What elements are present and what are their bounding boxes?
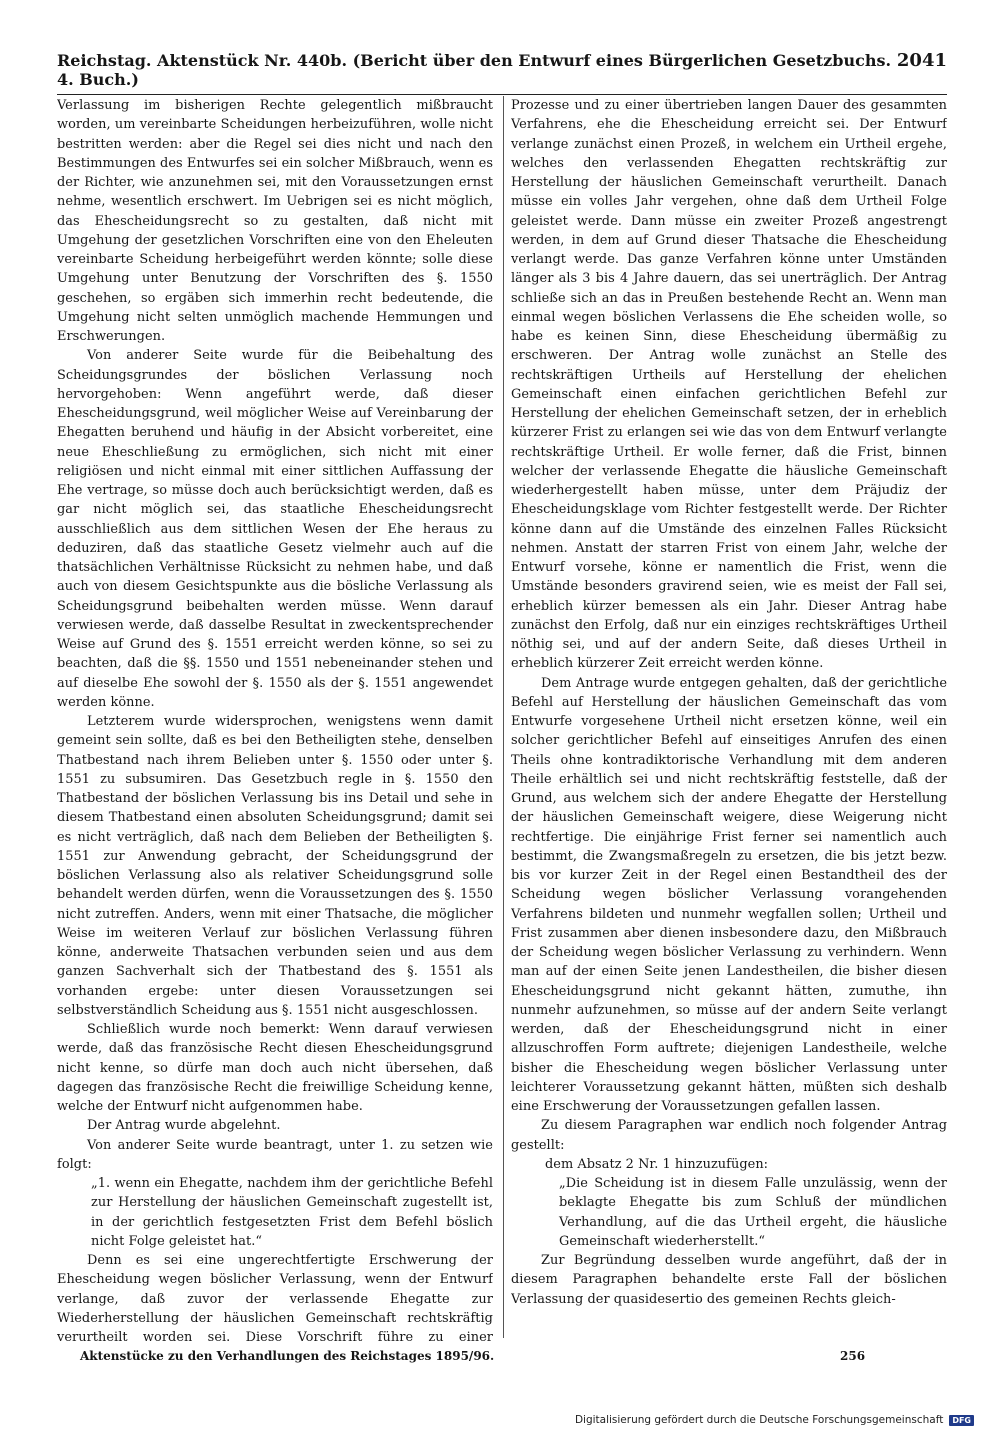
column-divider [503,96,504,1338]
paragraph: Zu diesem Paragraphen war endlich noch folgender Antrag gestellt: [511,1118,947,1153]
paragraph: Schließlich wurde noch bemerkt: Wenn darauf verwiesen werde, daß das französische Recht diesen Ehescheidungsgrund nicht kenne, so dürfe man doch auch nicht übersehen, daß dagegen das französische Recht die freiwillige Scheidung kenne, welche der Entwurf nicht aufgenommen habe. [57,1022,493,1114]
left-column [57,96,493,1346]
footer-source: Aktenstücke zu den Verhandlungen des Reichstages 1895/96. [80,1349,495,1363]
paragraph: „1. wenn ein Ehegatte, nachdem ihm der gerichtliche Befehl zur Herstellung der häuslichen Gemeinschaft zugestellt ist, in der gerichtlich festgesetzten Frist dem Befehl böslich nicht Folge geleistet hat.“ [91,1176,493,1249]
right-column [511,96,947,1346]
paragraph: Verlassung im bisherigen Rechte gelegentlich mißbraucht worden, um vereinbarte Scheidungen herbeizuführen, wolle nicht bestritten werden: aber die Regel sei dies nicht und nach den Bestimmungen des Entwurfes sei ein solcher Mißbrauch, wenn es der Richter, wie anzunehmen sei, mit den Voraussetzungen ernst nehme, wesentlich erschwert. Im Uebrigen sei es nicht möglich, das Ehescheidungsrecht so zu gestalten, daß nicht mit Umgehung der gesetzlichen Vorschriften eine von den Eheleuten vereinbarte Scheidung herbeigeführt werden könnte; solle diese Umgehung unter Benutzung der Vorschriften des §. 1550 geschehen, so ergäben sich immerhin recht bedeutende, die Umgehung nicht selten unmöglich machende Hemmungen und Erschwerungen. [57,98,493,344]
paragraph: Denn es sei eine ungerechtfertigte Erschwerung der Ehescheidung wegen böslicher Verlassung, wenn der Entwurf verlange, daß zuvor der verlassende Ehegatte zur Wiederherstellung der häuslichen Gemeinschaft rechtskräftig verurtheilt worden sei. Diese Vorschrift führe zu einer [57,1253,493,1345]
credit-text: Digitalisierung gefördert durch die Deutsche Forschungsgemeinschaft [574,1414,944,1426]
paragraph: Letzterem wurde widersprochen, wenigstens wenn damit gemeint sein sollte, daß es bei den Betheiligten stehe, denselben Thatbestand nach ihrem Belieben unter §. 1550 oder unter §. 1551 zu subsumiren. Das Gesetzbuch regle in §. 1550 den Thatbestand der böslichen Verlassung bis ins Detail und sehe in diesem Thatbestand einen absoluten Scheidungsgrund; damit sei es nicht verträglich, daß nach dem Belieben der Betheiligten §. 1551 zur Anwendung gebracht, der Scheidungsgrund der böslichen Verlassung also als relativer Scheidungsgrund solle behandelt werden dürfen, wenn die Voraussetzungen des §. 1550 nicht zutreffen. Anders, wenn mit einer Thatsache, die möglicher Weise im weiteren Verlauf zur böslichen Verlassung führen könne, anderweite Thatsachen verbunden seien und aus dem ganzen Sachverhalt sich der Thatbestand des §. 1551 als vorhanden ergebe: unter diesen Voraussetzungen sei selbstverständlich Scheidung aus §. 1551 nicht ausgeschlossen. [57,714,493,1018]
paragraph: Der Antrag wurde abgelehnt. [87,1118,281,1134]
paragraph: Zur Begründung desselben wurde angeführt, daß der in diesem Paragraphen behandelte erste Fall der böslichen Verlassung der quasidesertio des gemeinen Rechts gleich- [511,1253,947,1307]
paragraph: Prozesse und zu einer übertrieben langen Dauer des gesammten Verfahrens, ehe die Ehescheidung erreicht sei. Der Entwurf verlange zunächst einen Prozeß, in welchem ein Urtheil ergehe, welches den verlassenden Ehegatten rechtskräftig zur Herstellung der häuslichen Gemeinschaft verurtheilt. Danach müsse ein volles Jahr vergehen, ohne daß dem Urtheil Folge geleistet werde. Dann müsse ein zweiter Prozeß angestrengt werden, in dem auf Grund dieser Thatsache die Ehescheidung verlangt werde. Das ganze Verfahren könne unter Umständen länger als 3 bis 4 Jahre dauern, das sei unerträglich. Der Antrag schließe sich an das in Preußen bestehende Recht an. Wenn man einmal wegen böslichen Verlassens die Ehe scheiden wolle, so habe es keinen Sinn, diese Ehescheidung übermäßig zu erschweren. Der Antrag wolle zunächst an Stelle des rechtskräftigen Urtheils auf Herstellung der ehelichen Gemeinschaft einen einfachen gerichtlichen Befehl zur Herstellung der ehelichen Gemeinschaft setzen, der in erheblich kürzerer Frist zu erlangen sei wie das von dem Entwurf verlangte rechtskräftige Urtheil. Er wolle ferner, daß die Frist, binnen welcher der verlassende Ehegatte die häusliche Gemeinschaft wiederhergestellt haben müsse, unter dem Präjudiz der Ehescheidungsklage vom Richter festgestellt werde. Der Richter könne dann auf die Umstände des einzelnen Falles Rücksicht nehmen. Anstatt der starren Frist von einem Jahr, welche der Entwurf vorsehe, könne er namentlich die Frist, wenn die Umstände besonders gravirend seien, wie es meist der Fall sei, erheblich kürzer bemessen als ein Jahr. Dieser Antrag habe zunächst den Erfolg, daß nur ein einziges rechtskräftiges Urtheil nöthig sei, und auf der andern Seite, daß dieses Urtheil in erheblich kürzerer Zeit erreicht werden könne. [511,98,947,672]
dfg-logo: DFG [949,1415,974,1426]
page-number: 2041 [896,50,947,71]
paragraph: Von anderer Seite wurde beantragt, unter 1. zu setzen wie folgt: [57,1137,493,1172]
paragraph: dem Absatz 2 Nr. 1 hinzuzufügen: [545,1156,769,1172]
paragraph: Dem Antrage wurde entgegen gehalten, daß der gerichtliche Befehl auf Herstellung der häuslichen Gemeinschaft das vom Entwurfe vorgesehene Urtheil nicht ersetzen könne, weil ein solcher gerichtlicher Befehl auf einseitiges Anrufen des einen Theils ohne kontradiktorische Verhandlung mit dem anderen Theile erhältlich sei und nicht rechtskräftig feststelle, daß der Grund, aus welchem sich der andere Ehegatte der Herstellung der häuslichen Gemeinschaft weigere, diese Weigerung nicht rechtfertige. Die einjährige Frist ferner sei namentlich auch bestimmt, die Zwangsmaßregeln zu ersetzen, die bis jetzt bezw. bis vor kurzer Zeit in der Regel einen Bestandtheil des der Scheidung wegen böslicher Verlassung vorangehenden Verfahrens bildeten und nunmehr wegfallen sollen; Urtheil und Frist zusammen aber dienen insbesondere dazu, den Mißbrauch der Scheidung wegen böslicher Verlassung zu verhindern. Wenn man auf der einen Seite jenen Landestheilen, die bisher diesen Ehescheidungsgrund nicht gekannt hätten, zumuthe, ihn nunmehr aufzunehmen, so müsse auf der andern Seite verlangt werden, daß der Ehescheidungsgrund nicht in einer allzuschroffen Form auftrete; diejenigen Landestheile, welche bisher die Ehescheidung wegen böslicher Verlassung unter leichterer Voraussetzung gekannt hätten, müßten sich deshalb eine Erschwerung der Voraussetzungen gefallen lassen. [511,675,947,1114]
paragraph: Von anderer Seite wurde für die Beibehaltung des Scheidungsgrundes der böslichen Verlassung noch hervorgehoben: Wenn angeführt werde, daß dieser Ehescheidungsgrund, weil möglicher Weise auf Vereinbarung der Ehegatten beruhend und häufig in der Absicht vorbereitet, eine neue Eheschließung zu ermöglichen, sich nicht mit einer religiösen und nicht einmal mit einer sittlichen Auffassung der Ehe vertrage, so müsse doch auch berücksichtigt werden, daß es gar nicht möglich sei, das staatliche Ehescheidungsrecht ausschließlich aus dem sittlichen Wesen der Ehe heraus zu deduziren, daß das staatliche Gesetz vielmehr auch auf die thatsächlichen Verhältnisse Rücksicht zu nehmen habe, und daß auch von diesem Gesichtspunkte aus die bösliche Verlassung als Scheidungsgrund beibehalten werden müsse. Wenn darauf verwiesen werde, daß dasselbe Resultat in zweckentsprechender Weise auf Grund des §. 1551 erreicht werden könne, so sei zu beachten, daß die §§. 1550 und 1551 nebeneinander stehen und auf dieselbe Ehe sowohl der §. 1550 als der §. 1551 angewendet werden könne. [57,348,493,710]
page-header [57,50,947,95]
digitization-credit [575,1414,974,1426]
header-title: Reichstag. Aktenstück Nr. 440b. (Bericht über den Entwurf eines Bürgerlichen Gesetzbuchs. 4. Buch.) [57,51,892,89]
footer-page-number: 256 [840,1349,866,1363]
paragraph: „Die Scheidung ist in diesem Falle unzulässig, wenn der beklagte Ehegatte bis zum Schluß der mündlichen Verhandlung, auf die das Urtheil ergeht, die häusliche Gemeinschaft wiederherstellt.“ [559,1176,947,1249]
